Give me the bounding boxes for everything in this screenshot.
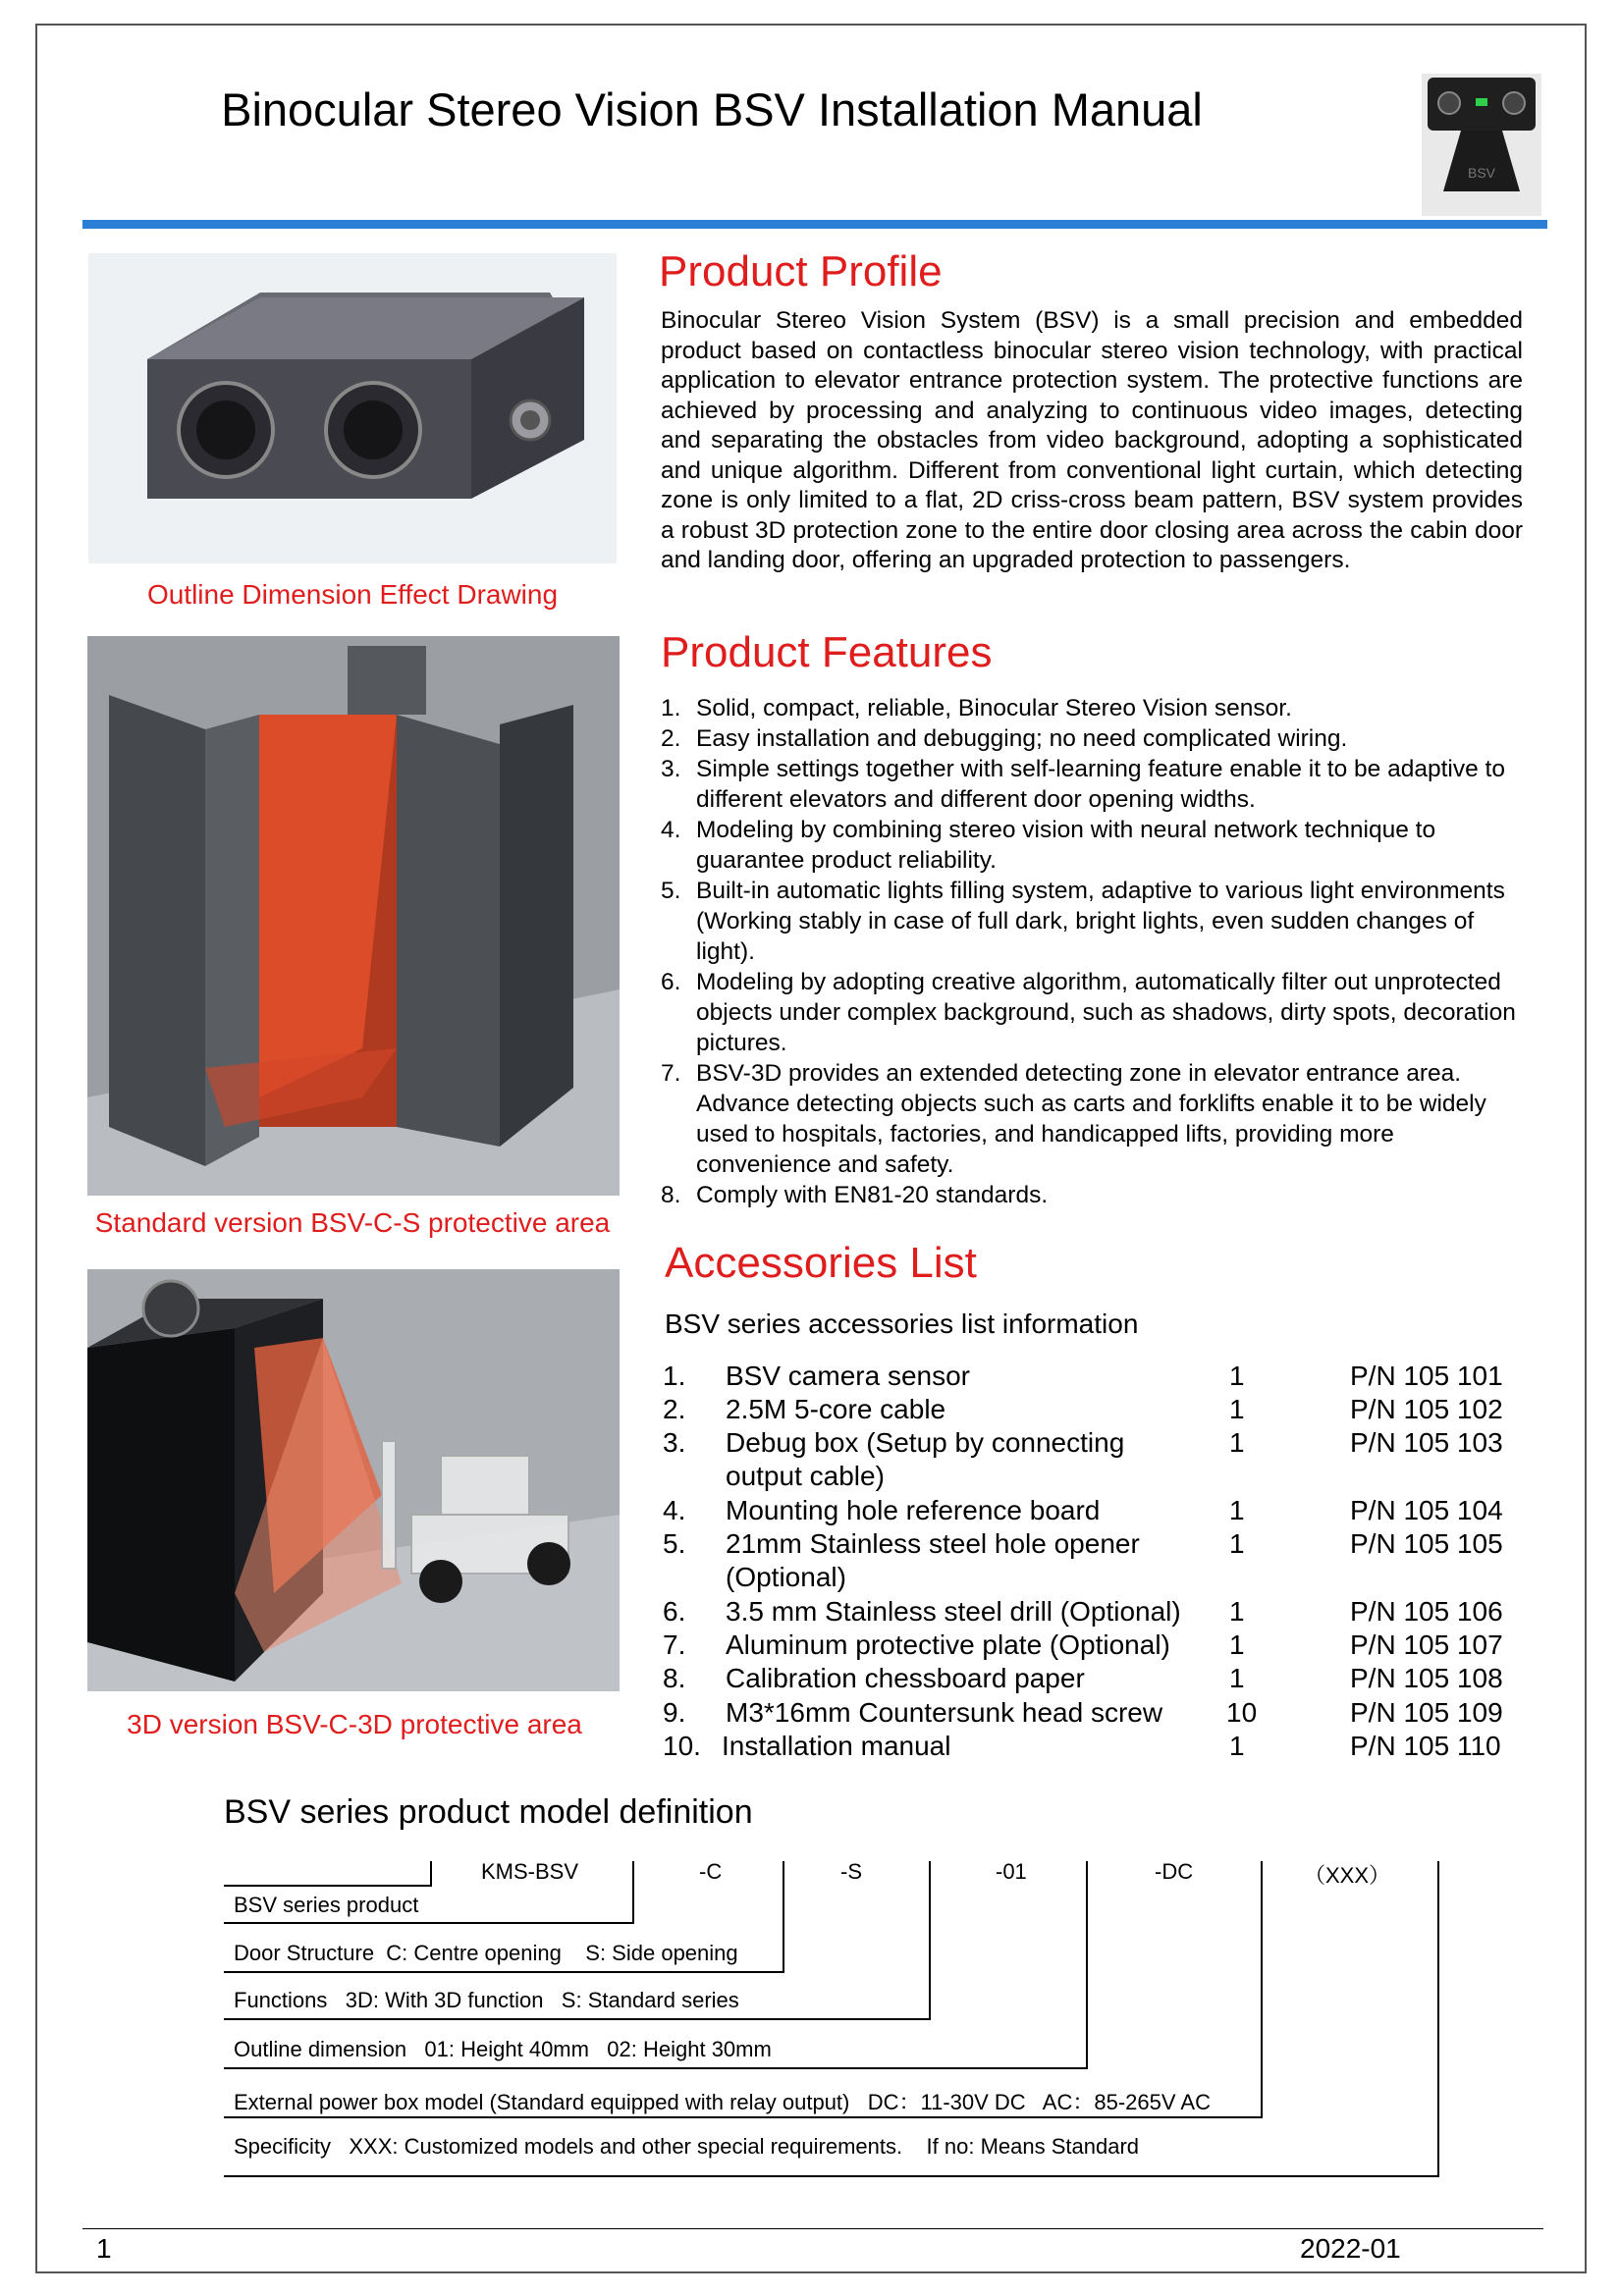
bracket-line <box>929 1861 931 2020</box>
bracket-line <box>430 1861 432 1887</box>
bracket-line <box>224 2116 1263 2118</box>
feature-item: 3. Simple settings together with self-learning feature enable it to be adaptive to different elevators and different door opening widths. <box>661 756 1505 813</box>
logo-text: BSV <box>1467 165 1496 181</box>
bracket-line <box>224 2175 1439 2177</box>
bracket-line <box>224 2018 931 2020</box>
model-definition-diagram <box>224 1855 1441 2179</box>
3d-version-image <box>87 1269 620 1691</box>
page-title: Binocular Stereo Vision BSV Installation Manual <box>221 83 1203 135</box>
model-code: -DC <box>1155 1859 1194 1884</box>
document-date: 2022-01 <box>1300 2233 1401 2264</box>
standard-version-image <box>87 636 620 1196</box>
features-list <box>661 693 1525 1210</box>
accessories-heading: Accessories List <box>665 1239 977 1287</box>
feature-item: 2. Easy installation and debugging; no need complicated wiring. <box>661 725 1348 752</box>
model-row-label: Outline dimension 01: Height 40mm 02: Height 30mm <box>234 2037 772 2061</box>
model-code: KMS-BSV <box>481 1859 579 1884</box>
model-code: -S <box>840 1859 862 1884</box>
model-row-label: External power box model (Standard equipped with relay output) DC：11-30V DC AC：85-265V AC <box>234 2090 1211 2114</box>
product-profile-text: Binocular Stereo Vision System (BSV) is a small precision and embedded product based on contactless binocular stereo vision technology, with practical application to elevator entrance protection system. The protective functions are achieved by processing and analyzing to continuous video images, detecting and separating the obstacles from video background, adopting a sophisticated and unique algorithm. Different from conventional light curtain, which detecting zone is only limited to a flat, 2D criss-cross beam pattern, BSV system provides a robust 3D protection zone to the entire door closing area across the cabin door and landing door, offering an upgraded protection to passengers. <box>661 307 1523 573</box>
model-definition-heading: BSV series product model definition <box>224 1793 753 1831</box>
feature-item: 7. BSV-3D provides an extended detecting zone in elevator entrance area. Advance detecting objects such as carts and forklifts enable it to be widely used to hospitals, factories, and handicapped lifts, providing more convenience and safety. <box>661 1060 1486 1178</box>
product-profile-heading: Product Profile <box>659 247 943 295</box>
header-divider <box>82 220 1547 229</box>
3d-version-caption: 3D version BSV-C-3D protective area <box>127 1709 582 1739</box>
feature-item: 8. Comply with EN81-20 standards. <box>661 1182 1049 1208</box>
page-number: 1 <box>96 2233 112 2264</box>
feature-item: 4. Modeling by combining stereo vision with neural network technique to guarantee product reliability. <box>661 817 1436 874</box>
bracket-line <box>224 2067 1088 2069</box>
outline-caption: Outline Dimension Effect Drawing <box>146 579 559 610</box>
bsv-product-logo <box>1422 74 1541 216</box>
feature-item: 6. Modeling by adopting creative algorithm, automatically filter out unprotected objects under complex background, such as shadows, dirty spots, decoration pictures. <box>661 969 1516 1056</box>
bracket-line <box>632 1861 634 1924</box>
model-row-label: Functions 3D: With 3D function S: Standard series <box>234 1988 739 2012</box>
outline-drawing-image <box>88 253 617 563</box>
bracket-line <box>1437 1861 1439 2177</box>
bracket-line <box>224 1885 432 1887</box>
bracket-line <box>1261 1861 1263 2118</box>
model-row-label: BSV series product <box>234 1893 419 1917</box>
bracket-line <box>224 1971 784 1973</box>
model-row-label: Door Structure C: Centre opening S: Side opening <box>234 1941 738 1965</box>
model-row-label: Specificity XXX: Customized models and other special requirements. If no: Means Standard <box>234 2134 1140 2159</box>
footer-rule <box>82 2228 1543 2229</box>
model-code: -C <box>699 1859 723 1884</box>
feature-item: 1. Solid, compact, reliable, Binocular Stereo Vision sensor. <box>661 695 1292 721</box>
bracket-line <box>1086 1861 1088 2069</box>
accessories-subheading: BSV series accessories list information <box>665 1308 1139 1339</box>
feature-item: 5. Built-in automatic lights filling system, adaptive to various light environments (Working stably in case of full dark, bright lights, even sudden changes of light). <box>661 878 1505 965</box>
model-code: （XXX） <box>1304 1863 1391 1888</box>
bracket-line <box>224 1922 634 1924</box>
product-features-heading: Product Features <box>661 628 993 676</box>
model-code: -01 <box>996 1859 1027 1884</box>
standard-version-caption: Standard version BSV-C-S protective area <box>94 1207 611 1238</box>
bracket-line <box>783 1861 784 1973</box>
